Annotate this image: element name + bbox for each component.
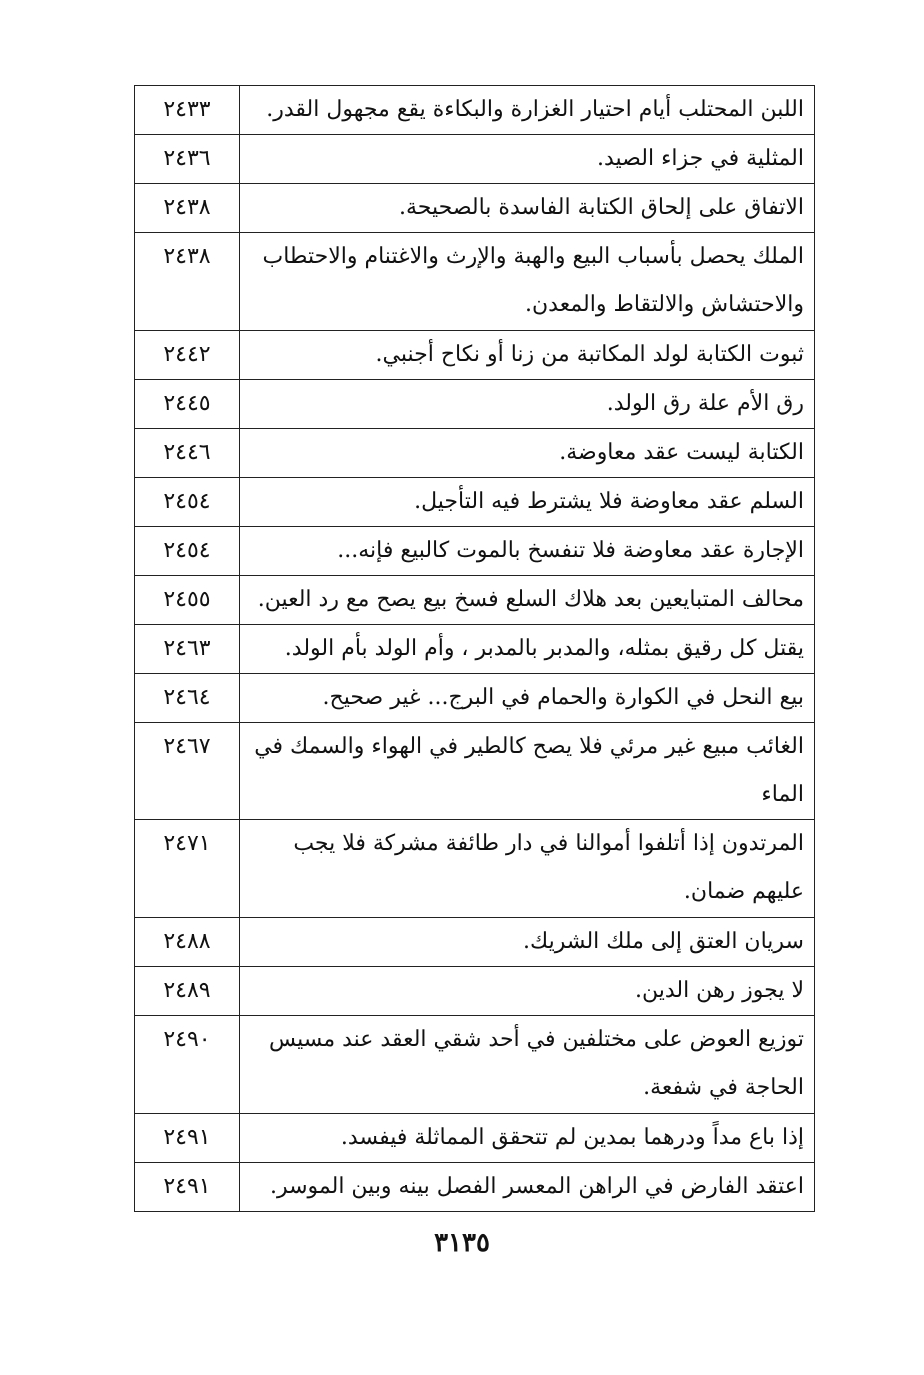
ruling-text: إذا باع مداً ودرهما بمدين لم تتحقق المماثلة فيفسد. — [240, 1114, 815, 1163]
ruling-text: محالف المتبايعين بعد هلاك السلع فسخ بيع يصح مع رد العين. — [240, 576, 815, 625]
table-row — [135, 918, 815, 967]
ruling-page-ref: ٢٤٣٣ — [135, 86, 240, 135]
table-row — [135, 184, 815, 233]
table-row — [135, 820, 815, 918]
ruling-text: المثلية في جزاء الصيد. — [240, 135, 815, 184]
ruling-text: اللبن المحتلب أيام احتيار الغزارة والبكاءة يقع مجهول القدر. — [240, 86, 815, 135]
ruling-text: الملك يحصل بأسباب البيع والهبة والإرث والاغتنام والاحتطاب والاحتشاش والالتقاط والمعدن. — [240, 233, 815, 331]
rulings-index-table — [134, 85, 815, 1212]
ruling-page-ref: ٢٤٥٤ — [135, 527, 240, 576]
ruling-page-ref: ٢٤٨٩ — [135, 967, 240, 1016]
ruling-text: الغائب مبيع غير مرئي فلا يصح كالطير في الهواء والسمك في الماء — [240, 723, 815, 820]
table-row — [135, 478, 815, 527]
table-row — [135, 233, 815, 331]
ruling-page-ref: ٢٤٣٦ — [135, 135, 240, 184]
table-row — [135, 674, 815, 723]
ruling-text: السلم عقد معاوضة فلا يشترط فيه التأجيل. — [240, 478, 815, 527]
table-row — [135, 86, 815, 135]
ruling-text: اعتقد الفارض في الراهن المعسر الفصل بينه وبين الموسر. — [240, 1163, 815, 1212]
ruling-text: بيع النحل في الكوارة والحمام في البرج... غير صحيح. — [240, 674, 815, 723]
ruling-text: لا يجوز رهن الدين. — [240, 967, 815, 1016]
ruling-text: الإجارة عقد معاوضة فلا تنفسخ بالموت كالبيع فإنه... — [240, 527, 815, 576]
ruling-page-ref: ٢٤٥٤ — [135, 478, 240, 527]
ruling-page-ref: ٢٤٨٨ — [135, 918, 240, 967]
table-row — [135, 723, 815, 820]
ruling-page-ref: ٢٤٣٨ — [135, 184, 240, 233]
ruling-text: سريان العتق إلى ملك الشريك. — [240, 918, 815, 967]
ruling-text: ثبوت الكتابة لولد المكاتبة من زنا أو نكاح أجنبي. — [240, 331, 815, 380]
ruling-text: المرتدون إذا أتلفوا أموالنا في دار طائفة مشركة فلا يجب عليهم ضمان. — [240, 820, 815, 918]
table-row — [135, 380, 815, 429]
table-row — [135, 135, 815, 184]
table-row — [135, 1163, 815, 1212]
ruling-page-ref: ٢٤٣٨ — [135, 233, 240, 331]
ruling-page-ref: ٢٤٦٤ — [135, 674, 240, 723]
ruling-page-ref: ٢٤٩٠ — [135, 1016, 240, 1114]
ruling-page-ref: ٢٤٤٢ — [135, 331, 240, 380]
ruling-text: يقتل كل رقيق بمثله، والمدبر بالمدبر ، وأم الولد بأم الولد. — [240, 625, 815, 674]
ruling-page-ref: ٢٤٩١ — [135, 1114, 240, 1163]
ruling-text: توزيع العوض على مختلفين في أحد شقي العقد عند مسيس الحاجة في شفعة. — [240, 1016, 815, 1114]
table-row — [135, 1016, 815, 1114]
table-row — [135, 331, 815, 380]
ruling-page-ref: ٢٤٥٥ — [135, 576, 240, 625]
ruling-page-ref: ٢٤٤٦ — [135, 429, 240, 478]
page-number: ٣١٣٥ — [434, 1228, 490, 1258]
table-row — [135, 527, 815, 576]
ruling-page-ref: ٢٤٧١ — [135, 820, 240, 918]
ruling-text: الكتابة ليست عقد معاوضة. — [240, 429, 815, 478]
ruling-page-ref: ٢٤٦٣ — [135, 625, 240, 674]
ruling-text: رق الأم علة رق الولد. — [240, 380, 815, 429]
ruling-text: الاتفاق على إلحاق الكتابة الفاسدة بالصحيحة. — [240, 184, 815, 233]
table-row — [135, 576, 815, 625]
ruling-page-ref: ٢٤٦٧ — [135, 723, 240, 820]
table-body — [135, 86, 815, 1212]
ruling-page-ref: ٢٤٤٥ — [135, 380, 240, 429]
ruling-page-ref: ٢٤٩١ — [135, 1163, 240, 1212]
table-row — [135, 967, 815, 1016]
table-row — [135, 625, 815, 674]
table-row — [135, 429, 815, 478]
table-row — [135, 1114, 815, 1163]
